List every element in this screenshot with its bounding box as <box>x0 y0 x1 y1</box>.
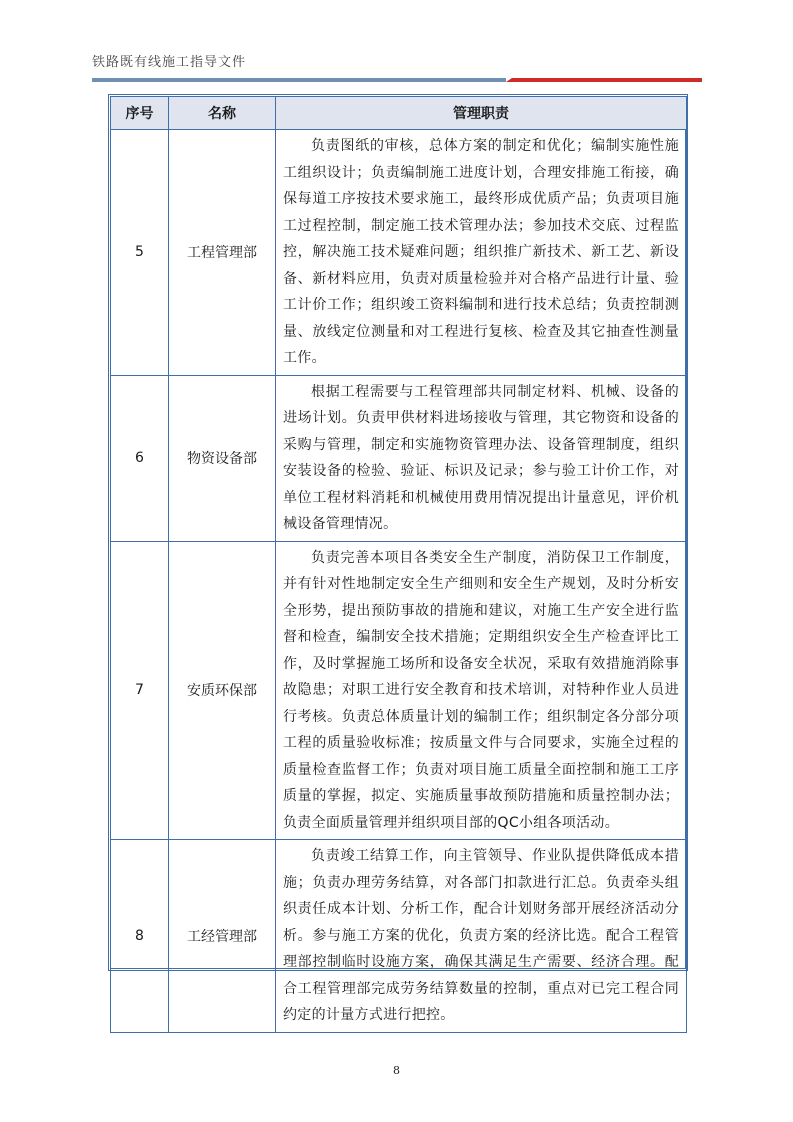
department-name: 工程管理部 <box>169 130 276 376</box>
column-header-duty: 管理职责 <box>276 97 687 130</box>
department-name: 物资设备部 <box>169 375 276 541</box>
document-header-title: 铁路既有线施工指导文件 <box>92 55 247 70</box>
header-rule-blue <box>92 78 506 82</box>
table-row <box>111 130 687 376</box>
department-duty: 负责图纸的审核，总体方案的制定和优化；编制实施性施工组织设计；负责编制施工进度计划，合理安排施工衔接，确保每道工序按技术要求施工，最终形成优质产品；负责项目施工过程控制，制定施工技术管理办法；参加技术交底、过程监控，解决施工技术疑难问题；组织推广新技术、新工艺、新设备、新材料应用，负责对质量检验并对合格产品进行计量、验工计价工作；组织竣工资料编制和进行技术总结；负责控制测量、放线定位测量和对工程进行复核、检查及其它抽查性测量工作。 <box>276 130 687 376</box>
department-duty: 负责完善本项目各类安全生产制度，消防保卫工作制度，并有针对性地制定安全生产细则和安全生产规划，及时分析安全形势，提出预防事故的措施和建议，对施工生产安全进行监督和检查，编制安全技术措施；定期组织安全生产检查评比工作，及时掌握施工场所和设备安全状况，采取有效措施消除事故隐患；对职工进行安全教育和技术培训，对特种作业人员进行考核。负责总体质量计划的编制工作；组织制定各分部分项工程的质量验收标准；按质量文件与合同要求，实施全过程的质量检查监督工作；负责对项目施工质量全面控制和施工工序质量的掌握，拟定、实施质量事故预防措施和质量控制办法；负责全面质量管理并组织项目部的QC小组各项活动。 <box>276 541 687 840</box>
department-duty: 根据工程需要与工程管理部共同制定材料、机械、设备的进场计划。负责甲供材料进场接收与管理，其它物资和设备的采购与管理，制定和实施物资管理办法、设备管理制度，组织安装设备的检验、验证、标识及记录；参与验工计价工作，对单位工程材料消耗和机械使用费用情况提出计量意见，评价机械设备管理情况。 <box>276 375 687 541</box>
row-number: 6 <box>111 375 169 541</box>
table-row <box>111 840 687 1033</box>
header-rule-red <box>506 78 702 82</box>
department-duty: 负责竣工结算工作，向主管领导、作业队提供降低成本措施；负责办理劳务结算，对各部门扣款进行汇总。负责牵头组织责任成本计划、分析工作，配合计划财务部开展经济活动分析。参与施工方案的优化，负责方案的经济比选。配合工程管理部控制临时设施方案，确保其满足生产需要、经济合理。配合工程管理部完成劳务结算数量的控制，重点对已完工程合同约定的计量方式进行把控。 <box>276 840 687 1033</box>
row-number: 5 <box>111 130 169 376</box>
column-header-no: 序号 <box>111 97 169 130</box>
column-header-name: 名称 <box>169 97 276 130</box>
row-number: 8 <box>111 840 169 1033</box>
table-row <box>111 375 687 541</box>
row-number: 7 <box>111 541 169 840</box>
department-name: 安质环保部 <box>169 541 276 840</box>
table-row <box>111 541 687 840</box>
table-header-row <box>111 97 687 130</box>
department-name: 工经管理部 <box>169 840 276 1033</box>
page-number: 8 <box>393 1064 400 1077</box>
duty-table <box>110 96 687 1033</box>
